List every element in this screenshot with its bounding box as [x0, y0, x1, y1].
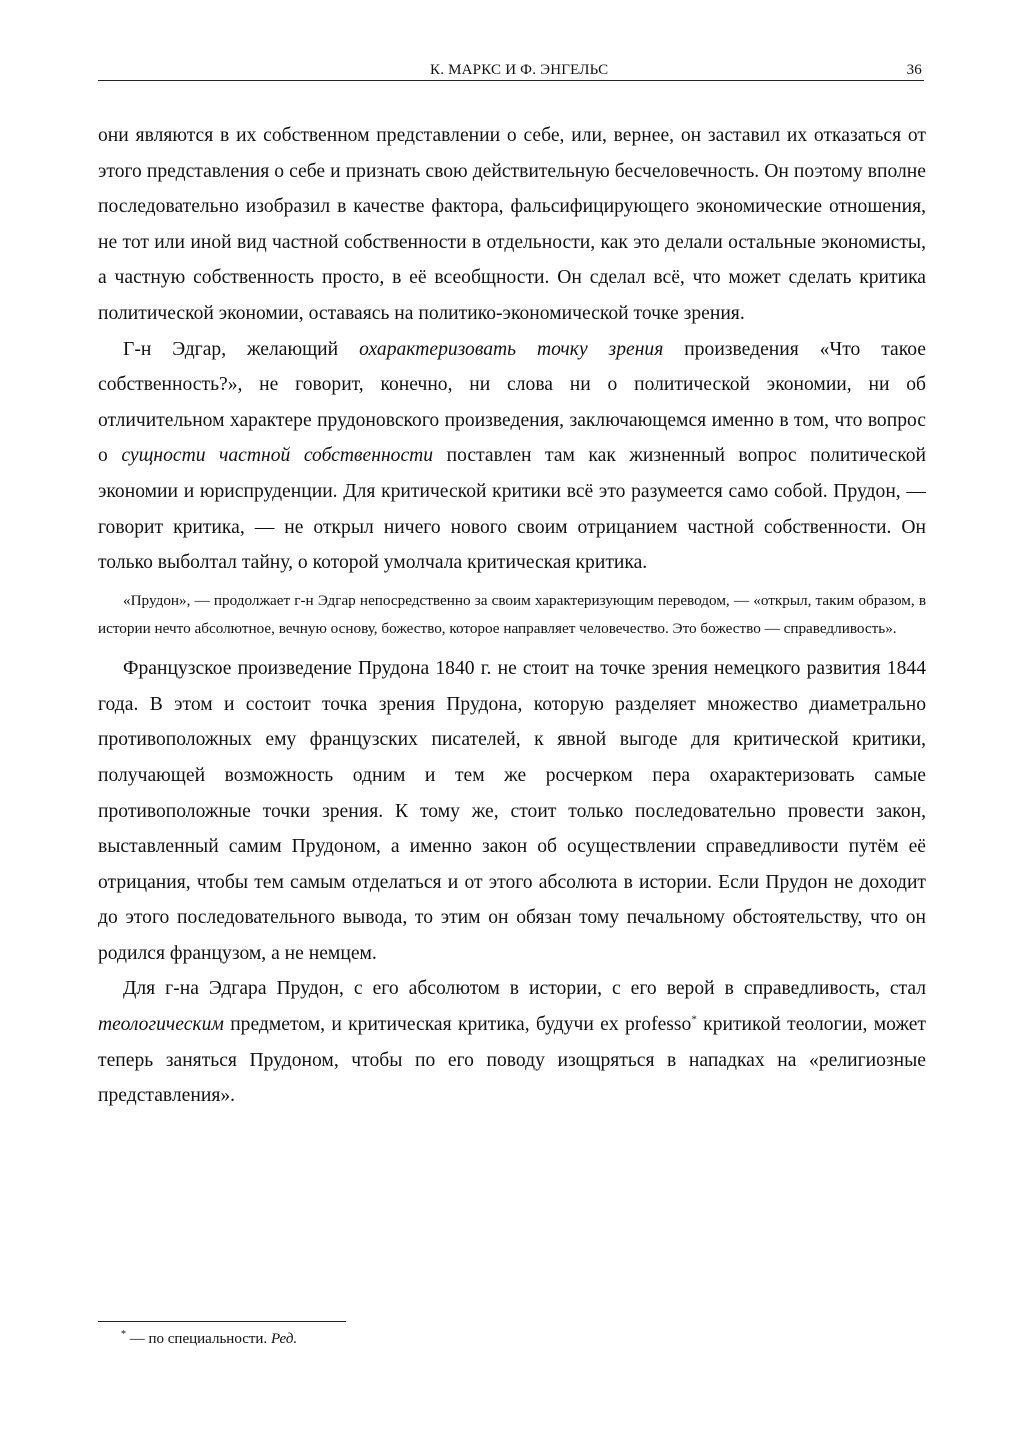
body-text [98, 118, 926, 1114]
footnote-editor-note: Ред. [270, 1331, 298, 1347]
paragraph-2-emphasis-1: охарактеризовать точку зрения [359, 338, 664, 360]
page-number: 36 [906, 62, 922, 78]
paragraph-4-text-a: Для г-на Эдгара Прудон, с его абсолютом в истории, с его верой в справедливость, стал [123, 978, 926, 1000]
paragraph-4 [98, 971, 926, 1113]
paragraph-3: Французское произведение Прудона 1840 г. не стоит на точке зрения немецкого развития 1844 года. В этом и состоит точка зрения Прудона, которую разделяет множество диаметрально противоположных ему французских писателей, к явной выгоде для критической критики, получающей возможность одним и тем же росчерком пера охарактеризовать самые противоположные точки зрения. К тому же, стоит только последовательно провести закон, выставленный самим Прудоном, а именно закон об осуществлении справедливости путём её отрицания, чтобы тем самым отделаться и от этого абсолюта в истории. Если Прудон не доходит до этого последовательного вывода, то этим он обязан тому печальному обстоятельству, что он родился французом, а не немцем. [98, 658, 926, 964]
paragraph-4-text-c: критикой теологии, может теперь заняться Прудоном, чтобы по его поводу изощряться в нападках на «религиозные представления». [98, 1014, 926, 1107]
block-quote: «Прудон», — продолжает г-н Эдгар непосредственно за своим характеризующим переводом, — «открыл, таким образом, в истории нечто абсолютное, вечную основу, божество, которое направляет человечество. Это божество — справедливость». [98, 591, 926, 637]
footnote-reference[interactable]: * [691, 1013, 697, 1026]
footnote-separator [98, 1321, 346, 1322]
running-header [98, 60, 924, 81]
paragraph-2-text-b: произведения «Что такое собственность?», не говорит, конечно, ни слова ни о политической экономии, ни об отличительном характере прудоновского произведения, заключающемся именно в том, что вопрос о [98, 338, 926, 467]
footnote [121, 1329, 297, 1349]
footnote-marker: * [121, 1329, 126, 1340]
paragraph-4-text-b: предметом, и критическая критика, будучи ex professo [223, 1014, 692, 1036]
paragraph-2-text-a: Г-н Эдгар, желающий [123, 338, 360, 360]
paragraph-4-emphasis: теологическим [98, 1014, 224, 1036]
footnote-text: — по специальности. [126, 1331, 271, 1347]
header-title: К. МАРКС И Ф. ЭНГЕЛЬС [430, 62, 609, 78]
paragraph-2 [98, 332, 926, 581]
paragraph-2-emphasis-2: сущности частной собственности [121, 445, 434, 467]
paragraph-2-text-c: поставлен там как жизненный вопрос политической экономии и юриспруденции. Для критической критики всё это разумеется само собой. Прудон, — говорит критика, — не открыл ничего нового своим отрицанием частной собственности. Он только выболтал тайну, о которой умолчала критическая критика. [98, 445, 926, 574]
paragraph-1: они являются в их собственном представлении о себе, или, вернее, он заставил их отказаться от этого представления о себе и признать свою действительную бесчеловечность. Он поэтому вполне последовательно изобразил в качестве фактора, фальсифицирующего экономические отношения, не тот или иной вид частной собственности в отдельности, как это делали остальные экономисты, а частную собственность просто, в её всеобщности. Он сделал всё, что может сделать критика политической экономии, оставаясь на политико-экономической точке зрения. [98, 125, 926, 324]
